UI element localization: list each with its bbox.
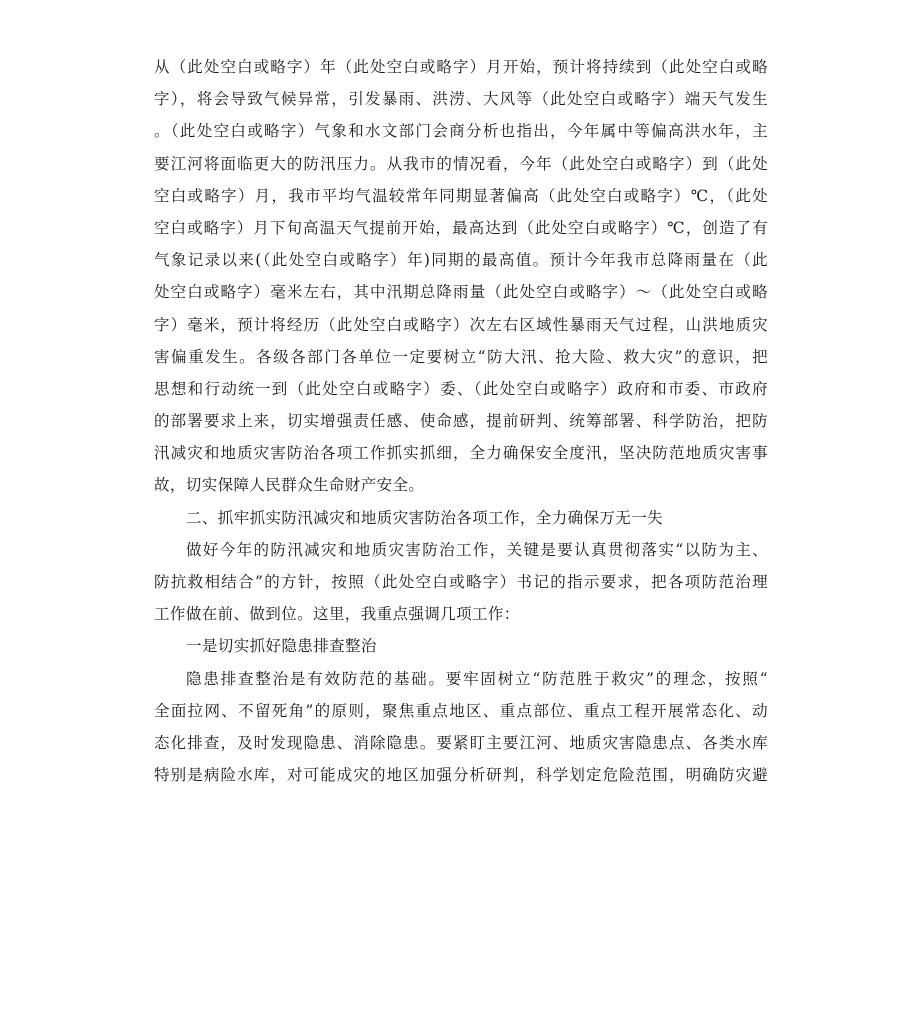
text-line: 处空白或略字）毫米左右，其中汛期总降雨量（此处空白或略字）～（此处空白或略 — [154, 283, 768, 302]
text-line: 特别是病险水库，对可能成灾的地区加强分析研判，科学划定危险范围，明确防灾避 — [154, 766, 768, 785]
text-line: 态化排查，及时发现隐患、消除隐患。要紧盯主要江河、地质灾害隐患点、各类水库 — [154, 733, 768, 752]
text-line: 做好今年的防汛减灾和地质灾害防治工作，关键是要认真贯彻落实“以防为主、 — [186, 540, 768, 559]
text-line: 要江河将面临更大的防汛压力。从我市的情况看，今年（此处空白或略字）到（此处 — [154, 154, 768, 173]
text-line: 故，切实保障人民群众生命财产安全。 — [154, 476, 425, 495]
text-line: 隐患排查整治是有效防范的基础。要牢固树立“防范胜于救灾”的理念，按照“ — [186, 669, 768, 688]
text-line: 的部署要求上来，切实增强责任感、使命感，提前研判、统筹部署、科学防治，把防 — [154, 412, 768, 431]
text-line: 。（此处空白或略字）气象和水文部门会商分析也指出，今年属中等偏高洪水年，主 — [154, 122, 768, 141]
text-line: 一是切实抓好隐患排查整治 — [186, 637, 377, 656]
text-line: 害偏重发生。各级各部门各单位一定要树立“防大汛、抢大险、救大灾”的意识，把 — [154, 347, 768, 366]
text-line: 字）毫米，预计将经历（此处空白或略字）次左右区域性暴雨天气过程，山洪地质灾 — [154, 315, 768, 334]
text-line: 字），将会导致气候异常，引发暴雨、洪涝、大风等（此处空白或略字）端天气发生 — [154, 90, 768, 109]
text-line: 空白或略字）月，我市平均气温较常年同期显著偏高（此处空白或略字）℃，（此处 — [154, 186, 768, 205]
text-line: 从（此处空白或略字）年（此处空白或略字）月开始，预计将持续到（此处空白或略 — [154, 58, 768, 76]
text-line: 汛减灾和地质灾害防治各项工作抓实抓细，全力确保安全度汛，坚决防范地质灾害事 — [154, 444, 768, 463]
text-line: 全面拉网、不留死角”的原则，聚焦重点地区、重点部位、重点工程开展常态化、动 — [154, 701, 768, 720]
text-line: 气象记录以来(（此处空白或略字）年)同期的最高值。预计今年我市总降雨量在（此 — [154, 251, 768, 270]
document-body — [154, 51, 768, 791]
text-line: 工作做在前、做到位。这里，我重点强调几项工作： — [154, 605, 520, 624]
text-line: 思想和行动统一到（此处空白或略字）委、（此处空白或略字）政府和市委、市政府 — [154, 379, 768, 398]
text-line: 空白或略字）月下旬高温天气提前开始，最高达到（此处空白或略字）℃，创造了有 — [154, 218, 768, 237]
text-line: 防抗救相结合”的方针，按照（此处空白或略字）书记的指示要求，把各项防范治理 — [154, 573, 768, 591]
text-line: 二、抓牢抓实防汛减灾和地质灾害防治各项工作，全力确保万无一失 — [186, 508, 664, 527]
